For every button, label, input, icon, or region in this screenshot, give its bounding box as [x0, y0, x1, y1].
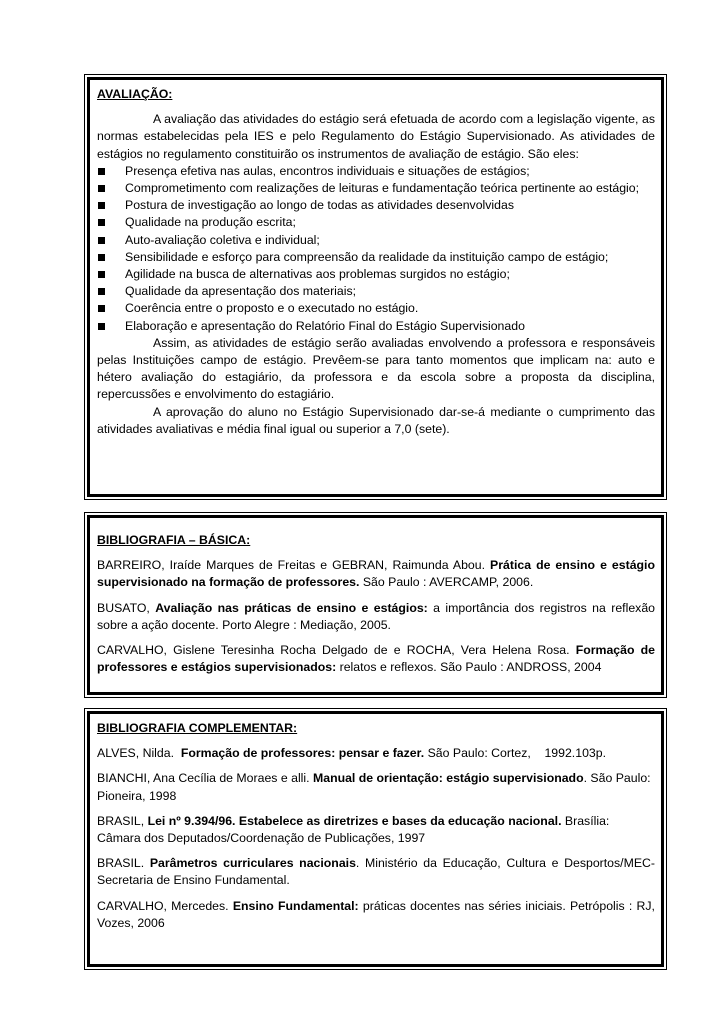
avaliacao-paragraph-3: A aprovação do aluno no Estágio Supervisionado dar-se-á mediante o cumprimento das atividades avaliativas e média final igual ou superior a 7,0 (sete).	[97, 404, 655, 436]
list-item: Qualidade na produção escrita;	[97, 214, 655, 231]
list-item: Coerência entre o proposto e o executado no estágio.	[97, 300, 655, 317]
reference-item: BUSATO, Avaliação nas práticas de ensino e estágios: a importância dos registros na reflexão sobre a ação docente. Porto Alegre : Mediação, 2005.	[97, 600, 655, 632]
list-item: Presença efetiva nas aulas, encontros individuais e situações de estágios;	[97, 163, 655, 180]
bibliografia-complementar-box	[87, 711, 664, 967]
reference-item: BRASIL, Lei nº 9.394/96. Estabelece as diretrizes e bases da educação nacional. Brasília: Câmara dos Deputados/Coordenação de Publicações, 1997	[97, 813, 610, 846]
list-item: Comprometimento com realizações de leituras e fundamentação teórica pertinente ao estágio;	[97, 180, 655, 197]
avaliacao-criteria-list	[97, 163, 655, 335]
list-item: Postura de investigação ao longo de todas as atividades desenvolvidas	[97, 197, 655, 214]
list-item: Sensibilidade e esforço para compreensão da realidade da instituição campo de estágio;	[97, 249, 655, 266]
reference-item: BRASIL. Parâmetros curriculares nacionais. Ministério da Educação, Cultura e Desportos/MEC-Secretaria de Ensino Fundamental.	[97, 856, 655, 888]
avaliacao-box	[87, 77, 664, 497]
reference-item: BARREIRO, Iraíde Marques de Freitas e GEBRAN, Raimunda Abou. Prática de ensino e estágio supervisionado na formação de professores. São Paulo : AVERCAMP, 2006.	[97, 558, 655, 590]
square-bullet-icon	[98, 288, 105, 295]
square-bullet-icon	[98, 202, 105, 209]
square-bullet-icon	[98, 323, 105, 330]
list-item: Elaboração e apresentação do Relatório Final do Estágio Supervisionado	[97, 318, 655, 335]
avaliacao-title: AVALIAÇÃO:	[97, 87, 173, 101]
bibliografia-basica-title: BIBLIOGRAFIA – BÁSICA:	[97, 533, 251, 547]
bibliografia-complementar-title: BIBLIOGRAFIA COMPLEMENTAR:	[97, 721, 298, 735]
avaliacao-intro: A avaliação das atividades do estágio será efetuada de acordo com a legislação vigente, as normas estabelecidas pela IES e pelo Regulamento do Estágio Supervisionado. As atividades de estágios no regulamento constituirão os instrumentos de avaliação de estágio. São eles:	[97, 112, 655, 161]
list-item: Qualidade da apresentação dos materiais;	[97, 283, 655, 300]
reference-item: BIANCHI, Ana Cecília de Moraes e alli. Manual de orientação: estágio supervisionado. São Paulo: Pioneira, 1998	[97, 771, 651, 803]
square-bullet-icon	[98, 271, 105, 278]
list-item: Agilidade na busca de alternativas aos problemas surgidos no estágio;	[97, 266, 655, 283]
square-bullet-icon	[98, 168, 105, 175]
reference-item: ALVES, Nilda. Formação de professores: pensar e fazer. São Paulo: Cortez, 1992.103p.	[97, 746, 606, 761]
reference-item: CARVALHO, Mercedes. Ensino Fundamental: práticas docentes nas séries iniciais. Petrópolis : RJ, Vozes, 2006	[97, 898, 655, 930]
square-bullet-icon	[98, 254, 105, 261]
list-item: Auto-avaliação coletiva e individual;	[97, 232, 655, 249]
square-bullet-icon	[98, 237, 105, 244]
square-bullet-icon	[98, 219, 105, 226]
square-bullet-icon	[98, 305, 105, 312]
bibliografia-basica-box	[87, 515, 664, 695]
avaliacao-paragraph-2: Assim, as atividades de estágio serão avaliadas envolvendo a professora e responsáveis pelas Instituições campo de estágio. Prevêem-se para tanto momentos que implicam na: auto e hétero avaliação do estagiário, da professora e da escola sobre a proposta da disciplina, repercussões e envolvimento do estagiário.	[97, 335, 655, 402]
reference-item: CARVALHO, Gislene Teresinha Rocha Delgado de e ROCHA, Vera Helena Rosa. Formação de professores e estágios supervisionados: relatos e reflexos. São Paulo : ANDROSS, 2004	[97, 643, 655, 675]
square-bullet-icon	[98, 185, 105, 192]
